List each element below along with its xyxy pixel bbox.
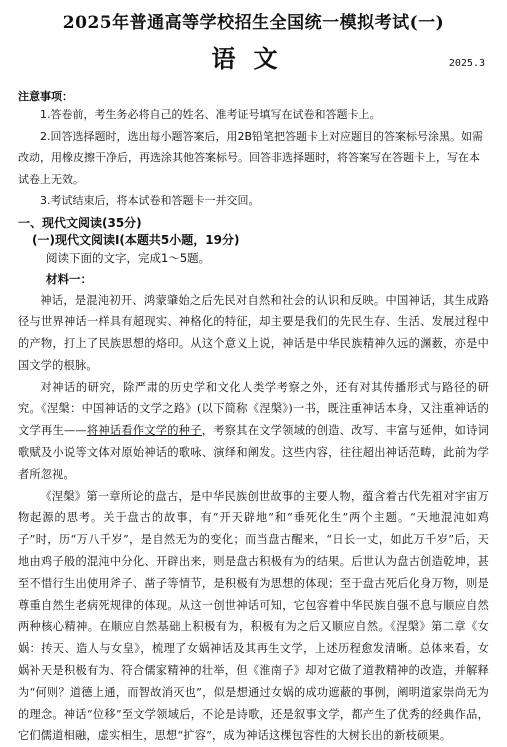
exam-date: 2025.3 (449, 58, 485, 69)
material-label: 材料一： (18, 269, 489, 290)
subsection-heading: (一)现代文阅读Ⅰ(本题共5小题，19分) (18, 231, 489, 248)
reading-instruction: 阅读下面的文字，完成1～5题。 (18, 248, 489, 269)
notice-item-1: 1.答卷前，考生务必将自己的姓名、准考证号填写在试卷和答题卡上。 (18, 104, 489, 126)
passage-paragraph-2-a: 对神话的研究，除严肃的历史学和文化人类学考察之外，还有对其传播形式与路径的研究。《涅槃：中国神话的文学之路》(以下简称《涅槃》)一书，既注重神话本身，又注重神话的文学再生—— (18, 381, 489, 438)
subject-title: 语文 (18, 39, 489, 74)
passage (18, 290, 489, 747)
notice-item-3: 3.考试结束后，将本试卷和答题卡一并交回。 (18, 190, 489, 212)
exam-title: 2025年普通高等学校招生全国统一模拟考试(一) (18, 8, 489, 33)
passage-paragraph-3: 《涅槃》第一章所论的盘古，是中华民族创世故事的主要人物，蕴含着古代先祖对宇宙万物起源的思考。关于盘古的故事，有“开天辟地”和“垂死化生”两个主题。“天地混沌如鸡子”时，历“万八千岁”，是自然无为的变化；而当盘古醒来，“日长一丈，如此万千岁”后，天地由鸡子般的混沌中分化、开辟出来，则是盘古积极有为的结果。后世认为盘古创造乾坤，甚至不惜行生出使用斧子、凿子等情节，是积极有为思想的体现；至于盘古死后化身万物，则是尊重自然生老病死规律的体现。从这一创世神话可知，它包容着中华民族自强不息与顺应自然两种核心精神。在顺应自然基础上积极有为，积极有为之后又顺应自然。《涅槃》第二章《女娲：抟天、造人与女皇》，梳理了女娲神话及其再生文学，上述历程愈发清晰。总体来看，女娲补天是积极有为、符合儒家精神的壮举，但《淮南子》却对它做了道教精神的改造，并解释为“何则？道德上通，而智故消灭也”，似是想通过女娲的成功遮蔽的事例，阐明道家崇尚无为的理念。神话“位移”至文学领域后，不论是诗歌，还是叙事文学，都产生了优秀的经典作品，它们儒道相融，虚实相生，思想“扩容”，成为神话这棵包容性的大树长出的新枝硕果。 (18, 486, 489, 747)
notice-heading: 注意事项： (18, 88, 489, 104)
passage-underlined-phrase: 将神话看作文学的种子 (87, 424, 202, 437)
passage-paragraph-2-b: ，考察其在文学领域的创造、改写、丰富与延伸，如诗词歌赋及小说等文体对原始神话的歌咏、演绎和阐发。这些内容，往往超出神话范畴，此前为学者所忽视。 (18, 424, 489, 481)
passage-paragraph-2 (18, 377, 489, 486)
notice-item-2: 2.回答选择题时，选出每小题答案后，用2B铅笔把答题卡上对应题目的答案标号涂黑。如需改动，用橡皮擦干净后，再选涂其他答案标号。回答非选择题时，将答案写在答题卡上，写在本试卷上无效。 (18, 126, 489, 191)
passage-paragraph-1: 神话，是混沌初开、鸿蒙肇始之后先民对自然和社会的认识和反映。中国神话，其生成路径与世界神话一样具有超现实、神格化的特征，却主要是我们的先民生存、生活、发展过程中的产物，打上了民族思想的烙印。从这个意义上说，神话是中华民族精神久远的渊薮，亦是中国文学的根脉。 (18, 290, 489, 377)
section-heading: 一、现代文阅读(35分) (18, 214, 489, 231)
